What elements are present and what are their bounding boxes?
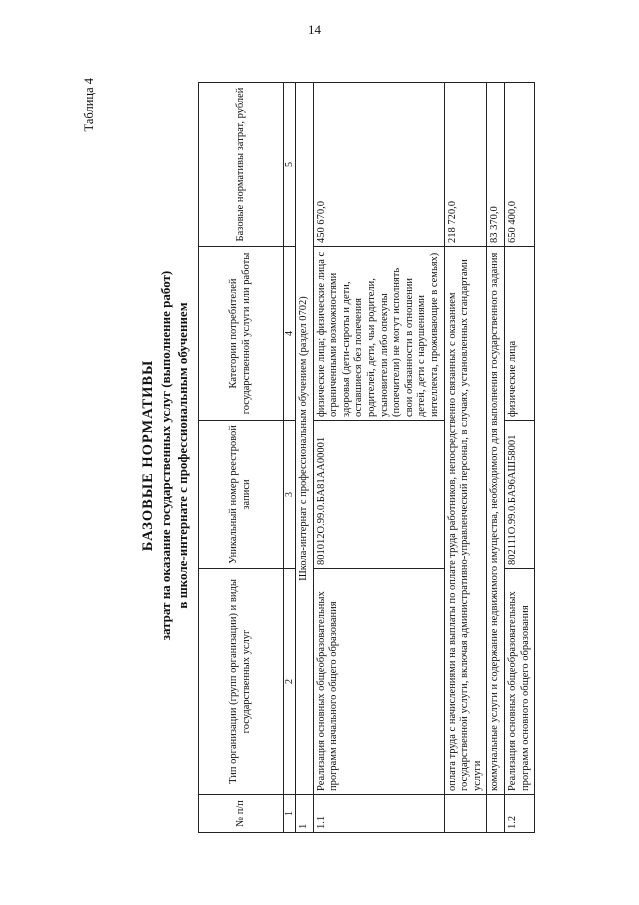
title-block (140, 48, 191, 863)
row-registry-number: 801012О.99.0.БА81АА00001 (313, 421, 444, 569)
section-row (296, 83, 314, 833)
norms-table (198, 82, 535, 833)
column-number: 5 (284, 83, 296, 247)
row-service-type: Реализация основных общеобразовательных программ начального общего образования (313, 569, 444, 795)
header-number: № п/п (199, 795, 284, 833)
section-title: Школа-интернат с профессиональным обучением (раздел 0702) (296, 83, 314, 795)
row-consumers: физические лица; физические лица с ограниченными возможностями здоровья (дети-сироты и дети, оставшиеся без попечения родителей, дети, чьи родители, усыновители либо опекуны (попечители) не могут исполнять свои обязанности в отношении детей, дети с нарушениями интеллекта, проживающие в семьях) (313, 247, 444, 421)
column-number: 2 (284, 569, 296, 795)
title-line-2: затрат на оказание государственных услуг (выполнение работ) (158, 270, 173, 641)
row-cost-item: коммунальные услуги и содержание недвижимого имущества, необходимого для выполнения государственного задания (487, 247, 505, 795)
section-number: 1 (296, 795, 314, 833)
table-label: Таблица 4 (82, 78, 96, 132)
row-norm: 83 370,0 (487, 83, 505, 247)
header-row (199, 83, 284, 833)
row-number (444, 795, 487, 833)
row-consumers: физические лица (504, 247, 534, 421)
column-number: 4 (284, 247, 296, 421)
row-number (487, 795, 505, 833)
title-line-3: в школе-интернате с профессиональным обучением (175, 302, 190, 609)
rotated-page-content (80, 48, 531, 863)
row-service-type: Реализация основных общеобразовательных программ основного общего образования (504, 569, 534, 795)
table-row (313, 83, 444, 833)
column-number: 3 (284, 421, 296, 569)
column-number-row (284, 83, 296, 833)
row-cost-item: оплата труда с начислениями на выплаты по оплате труда работников, непосредственно связанных с оказанием государственной услуги, включая административно-управленческий персонал, в случаях, установленных стандартами услуги (444, 247, 487, 795)
table-row (504, 83, 534, 833)
column-number: 1 (284, 795, 296, 833)
header-norm: Базовые нормативы затрат, рублей (199, 83, 284, 247)
row-norm: 650 400,0 (504, 83, 534, 247)
header-type: Тип организации (групп организации) и виды государственных услуг (199, 569, 284, 795)
row-number: 1.2 (504, 795, 534, 833)
row-number: 1.1 (313, 795, 444, 833)
header-registry: Уникальный номер реестровой записи (199, 421, 284, 569)
row-norm: 218 720,0 (444, 83, 487, 247)
row-norm: 450 670,0 (313, 83, 444, 247)
header-consumers: Категории потребителей государственной услуги или работы (199, 247, 284, 421)
page-number: 14 (308, 22, 321, 37)
title-main: БАЗОВЫЕ НОРМАТИВЫ (140, 359, 156, 552)
table-row (444, 83, 487, 833)
table-row (487, 83, 505, 833)
row-registry-number: 802111О.99.0.БА96АШ58001 (504, 421, 534, 569)
